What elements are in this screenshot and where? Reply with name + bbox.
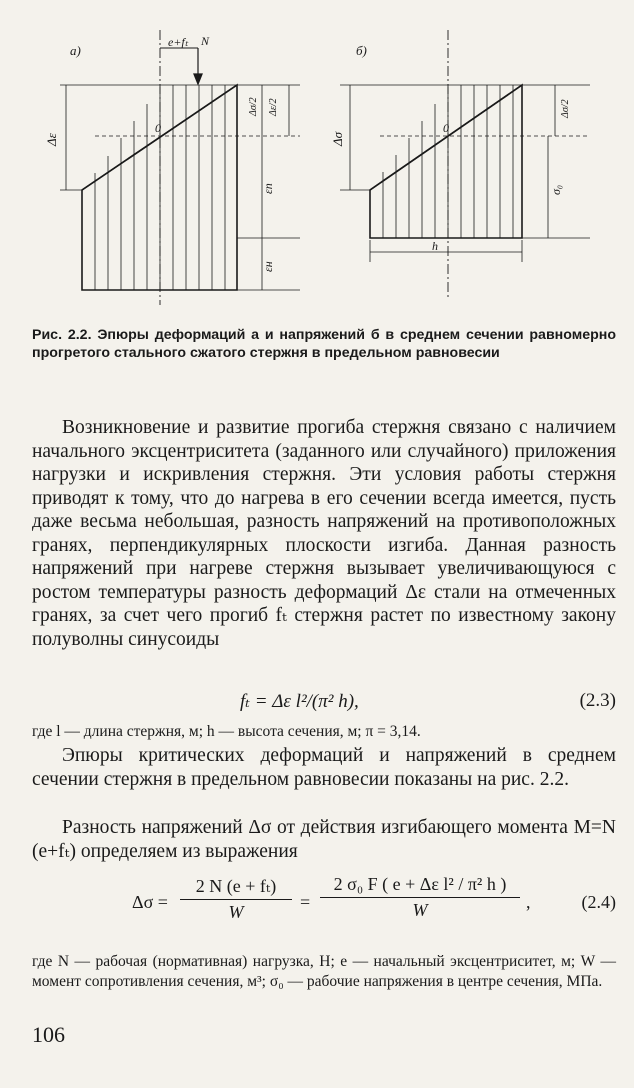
- svg-text:Δε/2: Δε/2: [268, 98, 279, 116]
- paragraph-1: Возникновение и развитие прогиба стержня связано с наличием начального эксцентриситета (заданного или случайного) приложения нагрузки и искривления стержня. Эти условия работы стержня приводят к тому, что до нагрева в его сечении всегда имеется, пусть даже весьма небольшая, разность напряжений на противоположных гранях, перпендикулярных плоскости изгиба. Данная разность напряжений при нагреве стержня вызывает увеличивающуюся с ростом температуры разность деформаций Δε стали на отмеченных гранях, за счет чего прогиб fₜ стержня растет по известному закону полуволны синусоиды: [32, 417, 616, 650]
- svg-text:N: N: [201, 34, 210, 48]
- diagram-b-shape: [370, 85, 522, 238]
- svg-text:e+fₜ: e+fₜ: [168, 35, 189, 49]
- paragraph-3: Разность напряжений Δσ от действия изгибающего момента M=N (e+fₜ) определяем из выражения: [32, 817, 616, 862]
- equation-2-4-fraction-1-denominator: W: [228, 902, 244, 922]
- paragraph-2: Эпюры критических деформаций и напряжений в среднем сечении стержня в предельном равновесии показаны на рис. 2.2.: [32, 745, 616, 790]
- equation-2-4-fraction-1: [180, 876, 292, 923]
- svg-text:εн: εн: [261, 261, 275, 272]
- svg-text:0: 0: [443, 121, 449, 135]
- svg-text:σ₀: σ₀: [549, 184, 563, 195]
- equation-2-4-comma: ,: [526, 892, 531, 912]
- equation-2-4-fraction-2: [320, 868, 520, 921]
- diagram-b-slant: [370, 85, 522, 190]
- svg-text:Δσ/2: Δσ/2: [560, 99, 571, 118]
- svg-text:Δε: Δε: [44, 133, 59, 146]
- diagram-a-shape: [82, 85, 237, 290]
- figure-2-2: [0, 0, 634, 320]
- equation-2-4-fraction-1-numerator: 2 N (e + fₜ): [180, 876, 292, 900]
- panel-b-label: б): [356, 43, 367, 58]
- equation-2-4-equals: =: [300, 892, 311, 912]
- equation-2-3-number: (2.3): [579, 690, 616, 711]
- page-number: 106: [32, 1022, 65, 1047]
- svg-text:h: h: [432, 239, 438, 253]
- svg-text:0: 0: [155, 121, 161, 135]
- equation-2-4-fraction-2-denominator: W: [412, 900, 428, 920]
- panel-a-label: а): [70, 43, 81, 58]
- equation-2-3-formula: fₜ = Δε l²/(π² h),: [240, 691, 359, 712]
- svg-text:εп: εп: [261, 183, 275, 194]
- equation-2-4-lhs: Δσ =: [132, 892, 168, 912]
- figure-caption: Рис. 2.2. Эпюры деформаций а и напряжений б в среднем сечении равномерно прогретого стального сжатого стержня в предельном равновесии: [32, 327, 616, 361]
- where-clause-2: где N — рабочая (нормативная) нагрузка, Н; e — начальный эксцентриситет, м; W — момент сопротивления сечения, м³; σ₀ — рабочие напряжения в центре сечения, МПа.: [32, 953, 616, 990]
- diagram-a-slant: [82, 85, 237, 190]
- equation-2-4: [32, 868, 616, 948]
- equation-2-4-fraction-2-numerator: 2 σ₀ F ( e + Δε l² / π² h ): [320, 868, 520, 898]
- equation-2-3: [32, 690, 616, 714]
- equation-2-4-number: (2.4): [581, 892, 616, 912]
- svg-text:Δσ/2: Δσ/2: [248, 97, 259, 116]
- where-clause-1: где l — длина стержня, м; h — высота сечения, м; π = 3,14.: [32, 723, 421, 740]
- svg-text:Δσ: Δσ: [330, 131, 345, 146]
